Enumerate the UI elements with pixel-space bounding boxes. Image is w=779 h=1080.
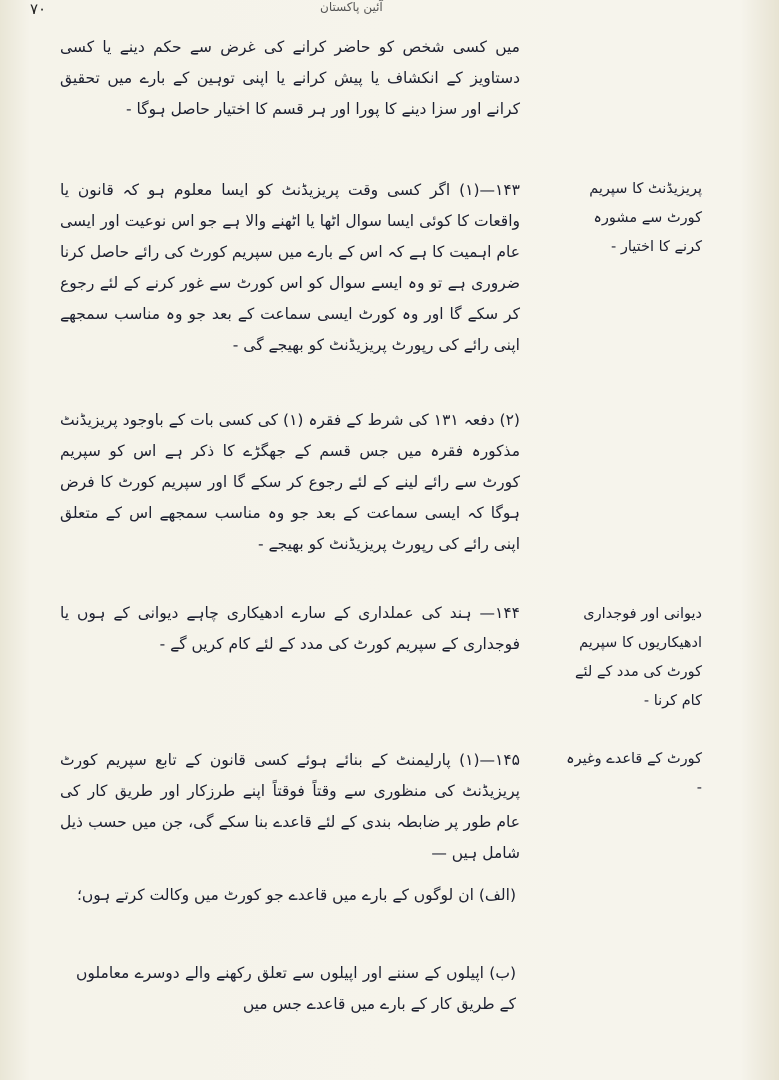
marginal-note-144: دیوانی اور فوجداری ادھیکاریوں کا سپریم کورٹ کی مدد کے لئے کام کرنا - [575, 606, 702, 709]
paragraph-section-143-2: (۲) دفعہ ۱۳۱ کی شرط کے فقرہ (۱) کی کسی بات کے باوجود پریزیڈنٹ مذکورہ فقرہ میں جس قسم کے جھگڑے کا ذکر ہے اس کو سپریم کورٹ سے رائے لینے کے لئے رجوع کر سکے گا اور سپریم کورٹ کا فرض ہوگا کہ ایسی سماعت کے بعد جو وہ مناسب سمجھے اس کے متعلق اپنی رائے کی رپورٹ پریزیڈنٹ کو بھیجے - [60, 411, 520, 553]
paragraph-continuation: میں کسی شخص کو حاضر کرانے کی غرض سے حکم دینے یا کسی دستاویز کے انکشاف یا پیش کرانے یا اپنی توہین کے بارے میں تحقیق کرانے اور سزا دینے کا پورا اور ہر قسم کا اختیار حاصل ہوگا - [60, 38, 520, 118]
running-header: آئین پاکستان [320, 0, 383, 14]
paragraph-section-144: ۱۴۴— ہند کی عملداری کے سارے ادھیکاری چاہے دیوانی کے ہوں یا فوجداری کے سپریم کورٹ کی مدد کے لئے کام کریں گے - [60, 604, 520, 653]
paragraph-section-143-1: ۱۴۳—(۱) اگر کسی وقت پریزیڈنٹ کو ایسا معلوم ہو کہ قانون یا واقعات کا کوئی ایسا سوال اٹھا یا اٹھنے والا ہے جو اس نوعیت اور ایسی عام اہمیت کا ہے کہ اس کے بارے میں سپریم کورٹ کی رائے حاصل کرنا ضروری ہے تو وہ ایسے سوال کو اس کورٹ سے غور کرنے کے لئے رجوع کر سکے گا اور وہ کورٹ ایسی سماعت کے بعد جو وہ مناسب سمجھے اپنی رائے کی رپورٹ پریزیڈنٹ کو بھیجے گی - [60, 181, 520, 354]
clause-alif: (الف) ان لوگوں کے بارے میں قاعدے جو کورٹ میں وکالت کرتے ہوں؛ [76, 886, 516, 904]
page-number: ۷۰ [30, 0, 47, 18]
marginal-note-143: پریزیڈنٹ کا سپریم کورٹ سے مشورہ کرنے کا اختیار - [589, 181, 702, 255]
clause-be: (ب) اپیلوں کے سننے اور اپیلوں سے تعلق رکھنے والے دوسرے معاملوں کے طریق کار کے بارے میں قاعدے جس میں [76, 964, 516, 1013]
marginal-note-145: کورٹ کے قاعدے وغیرہ - [566, 751, 702, 796]
paragraph-section-145-1: ۱۴۵—(۱) پارلیمنٹ کے بنائے ہوئے کسی قانون کے تابع سپریم کورٹ پریزیڈنٹ کی منظوری سے وقتاً فوقتاً اپنے طرزکار اور طریق کار کی عام طور پر ضابطہ بندی کے لئے قاعدے بنا سکے گی، جن میں حسب ذیل شامل ہیں — [60, 751, 520, 862]
